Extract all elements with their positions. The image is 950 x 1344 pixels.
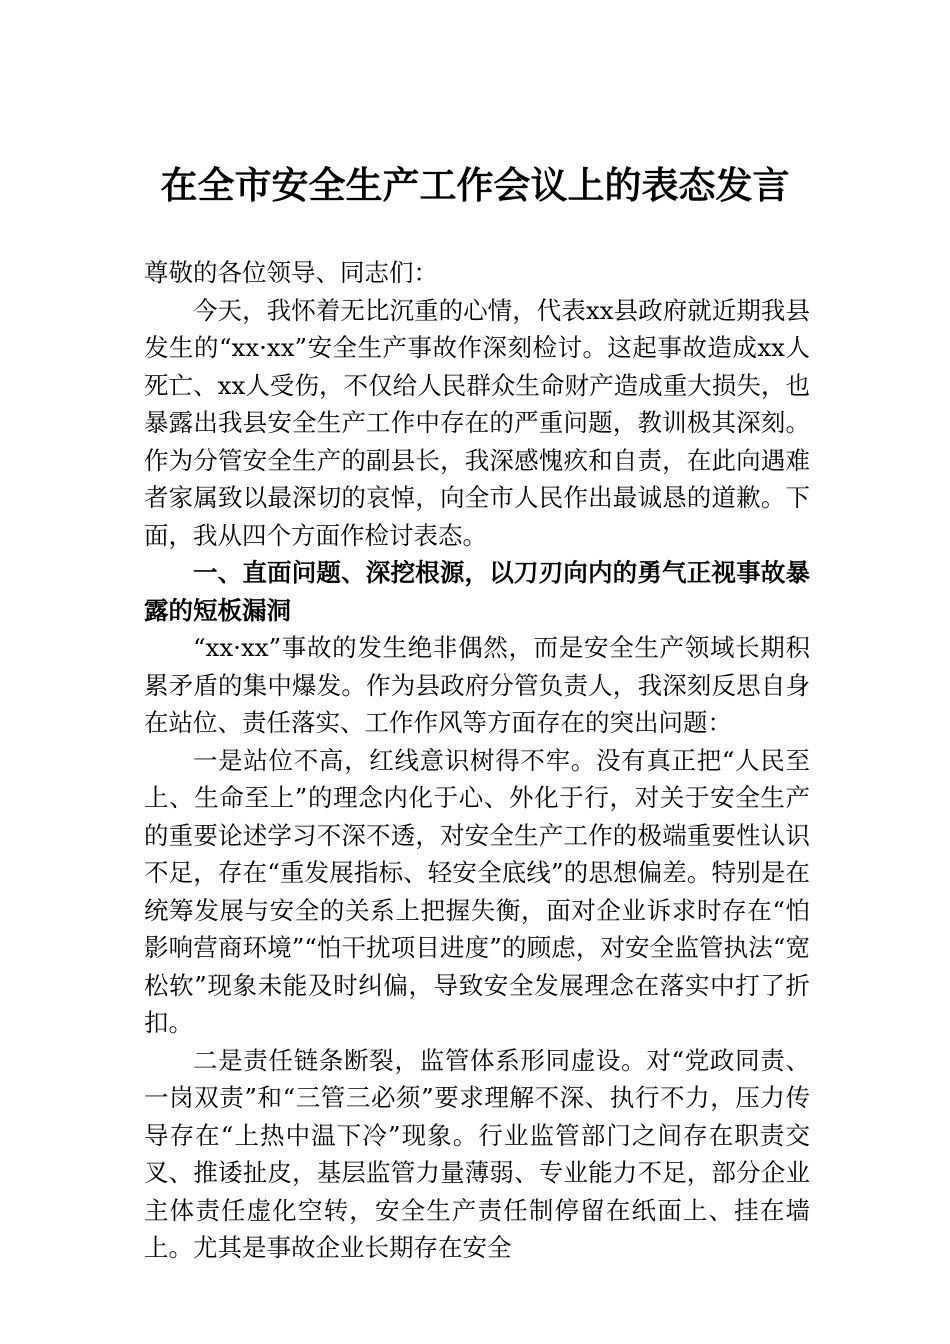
paragraph-reflection: “xx·xx”事故的发生绝非偶然，而是安全生产领域长期积累矛盾的集中爆发。作为县政府分管负责人，我深刻反思自身在站位、责任落实、工作作风等方面存在的突出问题： [144, 633, 810, 737]
document-title: 在全市安全生产工作会议上的表态发言 [160, 163, 790, 207]
paragraph-point-2: 二是责任链条断裂，监管体系形同虚设。对“党政同责、一岗双责”和“三管三必须”要求理解不深、执行不力，压力传导存在“上热中温下冷”现象。行业监管部门之间存在职责交叉、推诿扯皮，基层监管力量薄弱、专业能力不足，部分企业主体责任虚化空转，安全生产责任制停留在纸面上、挂在墙上。尤其是事故企业长期存在安全 [144, 1045, 810, 1262]
document-body [144, 254, 810, 1267]
paragraph-point-1: 一是站位不高，红线意识树得不牢。没有真正把“人民至上、生命至上”的理念内化于心、外化于行，对关于安全生产的重要论述学习不深不透，对安全生产工作的极端重要性认识不足，存在“重发展指标、轻安全底线”的思想偏差。特别是在统筹发展与安全的关系上把握失衡，面对企业诉求时存在“怕影响营商环境”“怕干扰项目进度”的顾虑，对安全监管执法“宽松软”现象未能及时纠偏，导致安全发展理念在落实中打了折扣。 [144, 745, 810, 1037]
section-heading-1: 一、直面问题、深挖根源，以刀刃向内的勇气正视事故暴露的短板漏洞 [144, 558, 810, 625]
paragraph-intro: 今天，我怀着无比沉重的心情，代表xx县政府就近期我县发生的“xx·xx”安全生产事故作深刻检讨。这起事故造成xx人死亡、xx人受伤，不仅给人民群众生命财产造成重大损失，也暴露出我县安全生产工作中存在的严重问题，教训极其深刻。作为分管安全生产的副县长，我深感愧疚和自责，在此向遇难者家属致以最深切的哀悼，向全市人民作出最诚恳的道歉。下面，我从四个方面作检讨表态。 [144, 295, 810, 550]
salutation: 尊敬的各位领导、同志们： [144, 258, 438, 287]
